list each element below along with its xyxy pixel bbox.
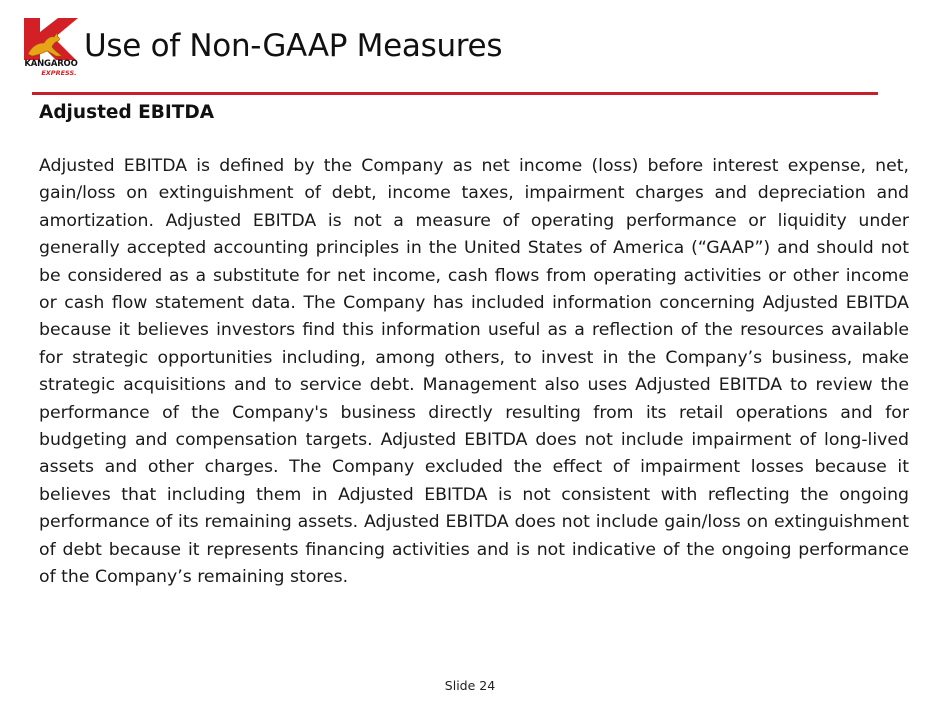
logo-sub-text: EXPRESS. bbox=[41, 69, 77, 77]
page-title: Use of Non-GAAP Measures bbox=[84, 28, 503, 64]
company-logo bbox=[18, 16, 84, 78]
kangaroo-k-logo-icon bbox=[18, 16, 84, 62]
section-heading: Adjusted EBITDA bbox=[39, 102, 215, 123]
logo-brand-text: KANGAROO bbox=[24, 59, 78, 69]
slide-content bbox=[39, 99, 909, 592]
title-divider bbox=[32, 92, 878, 95]
section-body-paragraph: Adjusted EBITDA is defined by the Company as net income (loss) before interest expense, net, gain/loss on extinguishment of debt, income taxes, impairment charges and depreciation and amortization. Adjusted EBITDA is not a measure of operating performance or liquidity under generally accepted accounting principles in the United States of America (“GAAP”) and should not be considered as a substitute for net income, cash flows from operating activities or other income or cash flow statement data. The Company has included information concerning Adjusted EBITDA because it believes investors find this information useful as a reflection of the resources available for strategic opportunities including, among others, to invest in the Company’s business, make strategic acquisitions and to service debt. Management also uses Adjusted EBITDA to review the performance of the Company's business directly resulting from its retail operations and for budgeting and compensation targets. Adjusted EBITDA does not include impairment of long-lived assets and other charges. The Company excluded the effect of impairment losses because it believes that including them in Adjusted EBITDA is not consistent with reflecting the ongoing performance of its remaining assets. Adjusted EBITDA does not include gain/loss on extinguishment of debt because it represents financing activities and is not indicative of the ongoing performance of the Company’s remaining stores. bbox=[39, 156, 909, 588]
slide-number: Slide 24 bbox=[444, 678, 496, 693]
